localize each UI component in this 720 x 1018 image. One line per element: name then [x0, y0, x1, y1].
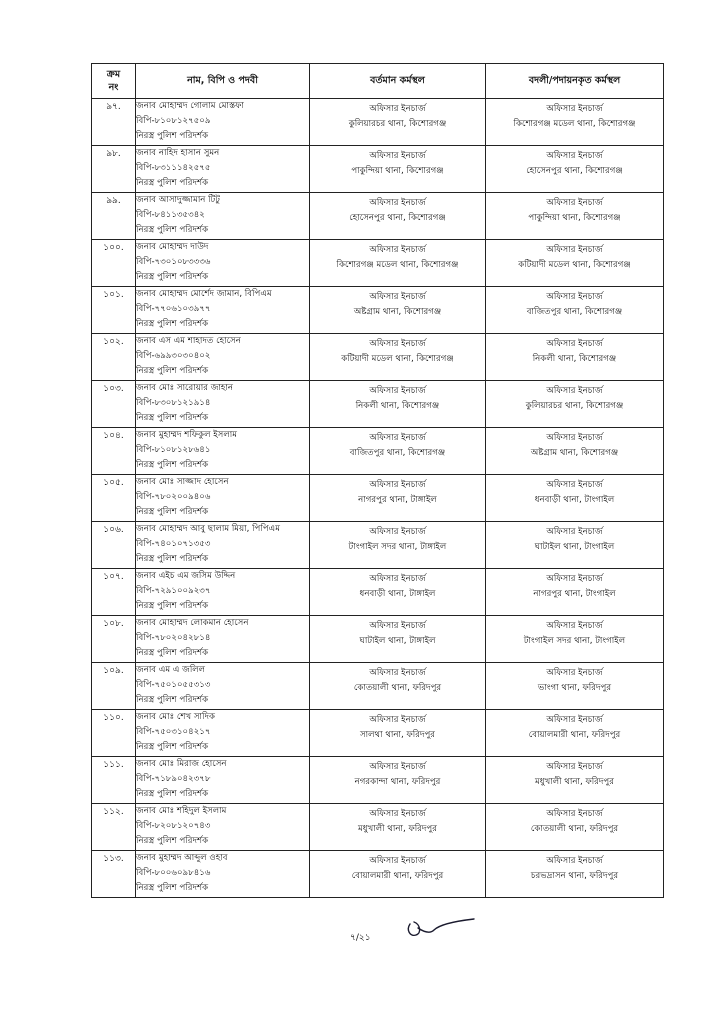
serial-cell: ১০১.	[92, 287, 136, 334]
new-place: কোতয়ালী থানা, ফরিদপুর	[530, 824, 619, 834]
new-designation: অফিসার ইনচার্জ	[546, 809, 603, 819]
table-row	[92, 193, 664, 240]
officer-bp: বিপি-৮১০৮১২৭৫০৯	[136, 116, 211, 126]
officer-rank: নিরস্ত্র পুলিশ পরিদর্শক	[136, 601, 209, 611]
table-row	[92, 287, 664, 334]
serial-cell: ১১২.	[92, 804, 136, 851]
header-serial-line1: ক্রম	[106, 69, 121, 80]
current-posting-cell	[310, 240, 486, 287]
current-place: ঘাটাইল থানা, টাঙ্গাইল	[359, 636, 436, 646]
name-cell	[136, 851, 310, 898]
serial-cell: ১০৯.	[92, 663, 136, 710]
officer-name: জনাব মোহাম্মদ আবু ছালাম মিয়া, পিপিএম	[136, 524, 280, 534]
new-designation: অফিসার ইনচার্জ	[546, 386, 603, 396]
current-posting-cell	[310, 428, 486, 475]
current-designation: অফিসার ইনচার্জ	[369, 856, 426, 866]
table-row	[92, 146, 664, 193]
officer-bp: বিপি-৮০০৬০৯৮৪১৬	[136, 868, 211, 878]
officer-bp: বিপি-৬৯৯৩০৩০৪০২	[136, 351, 211, 361]
current-designation: অফিসার ইনচার্জ	[369, 762, 426, 772]
table-row	[92, 616, 664, 663]
current-designation: অফিসার ইনচার্জ	[369, 245, 426, 255]
new-posting-cell	[486, 616, 664, 663]
transfer-table	[91, 63, 664, 898]
officer-rank: নিরস্ত্র পুলিশ পরিদর্শক	[136, 225, 209, 235]
officer-bp: বিপি-৭৫০৩১০৪২১৭	[136, 727, 211, 737]
new-place: কুলিয়ারচর থানা, কিশোরগঞ্জ	[525, 401, 624, 411]
current-posting-cell	[310, 851, 486, 898]
officer-name: জনাব মোঃ সারোয়ার জাহান	[136, 383, 234, 393]
header-current-posting: বর্তমান কর্মস্থল	[310, 64, 486, 99]
current-place: কিশোরগঞ্জ মডেল থানা, কিশোরগঞ্জ	[336, 260, 459, 270]
name-cell	[136, 663, 310, 710]
table-header-row	[92, 64, 664, 99]
current-posting-cell	[310, 710, 486, 757]
table-row	[92, 475, 664, 522]
officer-bp: বিপি-৮১০৮১২৮৬৪১	[136, 445, 211, 455]
table-row	[92, 569, 664, 616]
current-place: সালথা থানা, ফরিদপুর	[359, 730, 436, 740]
new-posting-cell	[486, 240, 664, 287]
officer-rank: নিরস্ত্র পুলিশ পরিদর্শক	[136, 460, 209, 470]
name-cell	[136, 569, 310, 616]
current-designation: অফিসার ইনচার্জ	[369, 386, 426, 396]
current-designation: অফিসার ইনচার্জ	[369, 104, 426, 114]
current-place: ধনবাড়ী থানা, টাঙ্গাইল	[359, 589, 436, 599]
officer-rank: নিরস্ত্র পুলিশ পরিদর্শক	[136, 319, 209, 329]
table-row	[92, 381, 664, 428]
new-posting-cell	[486, 428, 664, 475]
serial-cell: ১০৭.	[92, 569, 136, 616]
new-place: নিকলী থানা, কিশোরগঞ্জ	[532, 354, 617, 364]
officer-rank: নিরস্ত্র পুলিশ পরিদর্শক	[136, 178, 209, 188]
new-posting-cell	[486, 757, 664, 804]
new-place: কটিয়াদী মডেল থানা, কিশোরগঞ্জ	[518, 260, 631, 270]
serial-cell: ১০০.	[92, 240, 136, 287]
name-cell	[136, 240, 310, 287]
officer-rank: নিরস্ত্র পুলিশ পরিদর্শক	[136, 366, 209, 376]
new-place: নাগরপুর থানা, টাংগাইল	[533, 589, 616, 599]
new-posting-cell	[486, 475, 664, 522]
current-designation: অফিসার ইনচার্জ	[369, 621, 426, 631]
officer-name: জনাব আসাদুজ্জামান টিটু	[136, 195, 220, 205]
serial-cell: ১১৩.	[92, 851, 136, 898]
header-serial	[92, 64, 136, 99]
current-posting-cell	[310, 287, 486, 334]
new-posting-cell	[486, 522, 664, 569]
new-posting-cell	[486, 804, 664, 851]
table-body	[92, 99, 664, 898]
officer-bp: বিপি-৭৮০২০০৯৪০৬	[136, 492, 211, 502]
new-place: হোসেনপুর থানা, কিশোরগঞ্জ	[526, 166, 623, 176]
new-designation: অফিসার ইনচার্জ	[546, 480, 603, 490]
new-posting-cell	[486, 569, 664, 616]
officer-bp: বিপি-৭৮০২০৪২৮১৪	[136, 633, 211, 643]
new-place: চরভদ্রাসন থানা, ফরিদপুর	[530, 871, 619, 881]
current-posting-cell	[310, 663, 486, 710]
current-place: কুলিয়ারচর থানা, কিশোরগঞ্জ	[348, 119, 447, 129]
current-designation: অফিসার ইনচার্জ	[369, 809, 426, 819]
officer-bp: বিপি-৭৪০১০৭১৩৫৩	[136, 539, 211, 549]
current-place: নাগরপুর থানা, টাঙ্গাইল	[358, 495, 437, 505]
current-posting-cell	[310, 99, 486, 146]
page-number: ৭/২১	[350, 933, 371, 943]
officer-name: জনাব মুহাম্মদ শফিকুল ইসলাম	[136, 430, 238, 440]
new-place: বোয়ালমারী থানা, ফরিদপুর	[528, 730, 621, 740]
serial-cell: ১১১.	[92, 757, 136, 804]
new-designation: অফিসার ইনচার্জ	[546, 104, 603, 114]
current-place: নগরকান্দা থানা, ফরিদপুর	[354, 777, 441, 787]
current-posting-cell	[310, 569, 486, 616]
new-place: অষ্টগ্রাম থানা, কিশোরগঞ্জ	[530, 448, 619, 458]
officer-rank: নিরস্ত্র পুলিশ পরিদর্শক	[136, 836, 209, 846]
table-row	[92, 851, 664, 898]
name-cell	[136, 475, 310, 522]
new-posting-cell	[486, 146, 664, 193]
serial-cell: ১০৪.	[92, 428, 136, 475]
table-row	[92, 757, 664, 804]
name-cell	[136, 428, 310, 475]
officer-rank: নিরস্ত্র পুলিশ পরিদর্শক	[136, 131, 209, 141]
officer-bp: বিপি-৮৩১১১৪২৫৭৫	[136, 163, 211, 173]
new-posting-cell	[486, 851, 664, 898]
table-row	[92, 710, 664, 757]
officer-name: জনাব মোহাম্মদ গোলাম মোস্তফা	[136, 101, 244, 111]
serial-cell: ৯৭.	[92, 99, 136, 146]
table-row	[92, 804, 664, 851]
name-cell	[136, 381, 310, 428]
current-posting-cell	[310, 757, 486, 804]
officer-name: জনাব এম এ জলিল	[136, 665, 206, 675]
current-place: বোয়ালমারী থানা, ফরিদপুর	[351, 871, 444, 881]
new-place: ভাংগা থানা, ফরিদপুর	[537, 683, 612, 693]
officer-bp: বিপি-৭২৯১০০৯২৩৭	[136, 586, 211, 596]
officer-bp: বিপি-৭৫০১০৫৫৩১৩	[136, 680, 211, 690]
new-place: পাকুন্দিয়া থানা, কিশোরগঞ্জ	[528, 213, 621, 223]
officer-name: জনাব এইচ এম জসিম উদ্দিন	[136, 571, 236, 581]
current-posting-cell	[310, 522, 486, 569]
serial-cell: ৯৮.	[92, 146, 136, 193]
officer-name: জনাব নাহিদ হাসান সুমন	[136, 148, 220, 158]
officer-name: জনাব মুহাম্মদ আব্দুল ওহাব	[136, 853, 228, 863]
name-cell	[136, 193, 310, 240]
current-designation: অফিসার ইনচার্জ	[369, 715, 426, 725]
officer-name: জনাব মোঃ মিরাজ হোসেন	[136, 759, 227, 769]
new-designation: অফিসার ইনচার্জ	[546, 762, 603, 772]
new-designation: অফিসার ইনচার্জ	[546, 151, 603, 161]
officer-rank: নিরস্ত্র পুলিশ পরিদর্শক	[136, 742, 209, 752]
current-designation: অফিসার ইনচার্জ	[369, 480, 426, 490]
new-designation: অফিসার ইনচার্জ	[546, 527, 603, 537]
officer-bp: বিপি-৭৭০৬১০৩৯৭৭	[136, 304, 211, 314]
officer-name: জনাব মোহাম্মদ মোর্শেদ জামান, বিপিএম	[136, 289, 272, 299]
serial-cell: ১০৬.	[92, 522, 136, 569]
current-designation: অফিসার ইনচার্জ	[369, 527, 426, 537]
officer-bp: বিপি-৭১৮৯০৪২৩৭৮	[136, 774, 211, 784]
serial-cell: ১০৫.	[92, 475, 136, 522]
officer-name: জনাব মোঃ শহিদুল ইসলাম	[136, 806, 227, 816]
current-place: মধুখালী থানা, ফরিদপুর	[357, 824, 437, 834]
current-place: অষ্টগ্রাম থানা, কিশোরগঞ্জ	[353, 307, 442, 317]
current-place: টাংগাইল সদর থানা, টাঙ্গাইল	[348, 542, 447, 552]
table-row	[92, 428, 664, 475]
table-row	[92, 99, 664, 146]
name-cell	[136, 146, 310, 193]
name-cell	[136, 710, 310, 757]
table-row	[92, 522, 664, 569]
new-designation: অফিসার ইনচার্জ	[546, 715, 603, 725]
officer-rank: নিরস্ত্র পুলিশ পরিদর্শক	[136, 789, 209, 799]
new-designation: অফিসার ইনচার্জ	[546, 621, 603, 631]
current-place: পাকুন্দিয়া থানা, কিশোরগঞ্জ	[351, 166, 444, 176]
new-posting-cell	[486, 710, 664, 757]
current-designation: অফিসার ইনচার্জ	[369, 151, 426, 161]
table-row	[92, 663, 664, 710]
new-posting-cell	[486, 99, 664, 146]
table-row	[92, 334, 664, 381]
current-designation: অফিসার ইনচার্জ	[369, 339, 426, 349]
new-designation: অফিসার ইনচার্জ	[546, 339, 603, 349]
serial-cell: ১০৩.	[92, 381, 136, 428]
new-posting-cell	[486, 334, 664, 381]
officer-name: জনাব এস এম শাহাদত হোসেন	[136, 336, 241, 346]
current-posting-cell	[310, 146, 486, 193]
new-designation: অফিসার ইনচার্জ	[546, 292, 603, 302]
name-cell	[136, 334, 310, 381]
serial-cell: ১০২.	[92, 334, 136, 381]
officer-name: জনাব মোঃ শেখ সাদিক	[136, 712, 215, 722]
current-place: হোসেনপুর থানা, কিশোরগঞ্জ	[349, 213, 446, 223]
header-new-posting: বদলী/পদায়নকৃত কর্মস্থল	[486, 64, 664, 99]
name-cell	[136, 287, 310, 334]
name-cell	[136, 757, 310, 804]
new-posting-cell	[486, 287, 664, 334]
officer-rank: নিরস্ত্র পুলিশ পরিদর্শক	[136, 272, 209, 282]
new-designation: অফিসার ইনচার্জ	[546, 668, 603, 678]
officer-name: জনাব মোহাম্মদ দাউদ	[136, 242, 209, 252]
current-posting-cell	[310, 475, 486, 522]
officer-name: জনাব মোঃ সাজ্জাদ হোসেন	[136, 477, 229, 487]
new-designation: অফিসার ইনচার্জ	[546, 856, 603, 866]
new-designation: অফিসার ইনচার্জ	[546, 245, 603, 255]
new-place: টাংগাইল সদর থানা, টাংগাইল	[523, 636, 626, 646]
new-posting-cell	[486, 663, 664, 710]
current-place: কোতয়ালী থানা, ফরিদপুর	[353, 683, 442, 693]
new-place: মধুখালী থানা, ফরিদপুর	[534, 777, 614, 787]
officer-rank: নিরস্ত্র পুলিশ পরিদর্শক	[136, 648, 209, 658]
officer-bp: বিপি-৮৪১১৩৫৩৪২	[136, 210, 205, 220]
current-place: বাজিতপুর থানা, কিশোরগঞ্জ	[349, 448, 446, 458]
current-posting-cell	[310, 804, 486, 851]
officer-rank: নিরস্ত্র পুলিশ পরিদর্শক	[136, 695, 209, 705]
new-designation: অফিসার ইনচার্জ	[546, 433, 603, 443]
officer-rank: নিরস্ত্র পুলিশ পরিদর্শক	[136, 554, 209, 564]
officer-bp: বিপি-৮২০৮১২০৭৪৩	[136, 821, 211, 831]
officer-bp: বিপি-৭৩০১০৮৩৩৩৬	[136, 257, 211, 267]
header-serial-line2: নং	[108, 82, 119, 93]
new-place: কিশোরগঞ্জ মডেল থানা, কিশোরগঞ্জ	[513, 119, 636, 129]
serial-cell: ১০৮.	[92, 616, 136, 663]
name-cell	[136, 616, 310, 663]
officer-name: জনাব মোহাম্মদ লোকমান হোসেন	[136, 618, 249, 628]
current-posting-cell	[310, 381, 486, 428]
current-place: নিকলী থানা, কিশোরগঞ্জ	[355, 401, 440, 411]
officer-rank: নিরস্ত্র পুলিশ পরিদর্শক	[136, 413, 209, 423]
new-place: ধনবাড়ী থানা, টাংগাইল	[534, 495, 615, 505]
new-designation: অফিসার ইনচার্জ	[546, 198, 603, 208]
name-cell	[136, 804, 310, 851]
current-designation: অফিসার ইনচার্জ	[369, 292, 426, 302]
header-name: নাম, বিপি ও পদবী	[136, 64, 310, 99]
officer-bp: বিপি-৮৩০৮১২১৯১৪	[136, 398, 211, 408]
new-designation: অফিসার ইনচার্জ	[546, 574, 603, 584]
signature-icon	[404, 910, 476, 942]
current-posting-cell	[310, 616, 486, 663]
serial-cell: ১১০.	[92, 710, 136, 757]
current-designation: অফিসার ইনচার্জ	[369, 198, 426, 208]
current-designation: অফিসার ইনচার্জ	[369, 668, 426, 678]
current-place: কটিয়াদী মডেল থানা, কিশোরগঞ্জ	[341, 354, 454, 364]
table-row	[92, 240, 664, 287]
new-posting-cell	[486, 381, 664, 428]
current-posting-cell	[310, 193, 486, 240]
officer-rank: নিরস্ত্র পুলিশ পরিদর্শক	[136, 507, 209, 517]
officer-rank: নিরস্ত্র পুলিশ পরিদর্শক	[136, 883, 209, 893]
new-place: ঘাটাইল থানা, টাংগাইল	[534, 542, 615, 552]
name-cell	[136, 99, 310, 146]
current-posting-cell	[310, 334, 486, 381]
current-designation: অফিসার ইনচার্জ	[369, 574, 426, 584]
current-designation: অফিসার ইনচার্জ	[369, 433, 426, 443]
new-place: বাজিতপুর থানা, কিশোরগঞ্জ	[526, 307, 623, 317]
new-posting-cell	[486, 193, 664, 240]
name-cell	[136, 522, 310, 569]
serial-cell: ৯৯.	[92, 193, 136, 240]
